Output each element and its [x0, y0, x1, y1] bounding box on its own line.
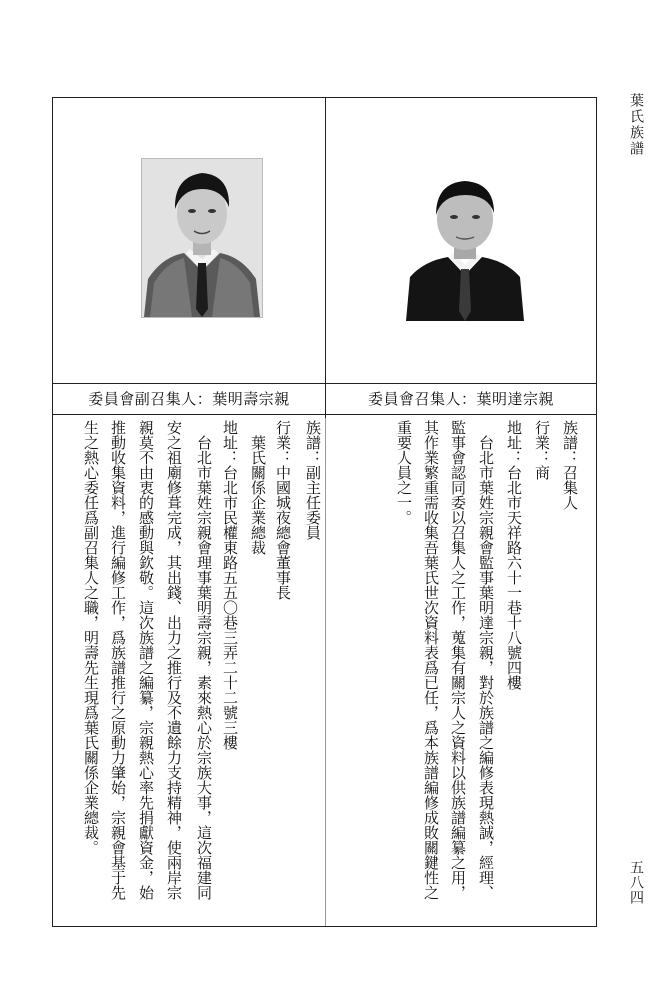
- caption-convener: 委員會召集人：葉明達宗親: [367, 390, 554, 408]
- portrait-image: [142, 159, 262, 317]
- left-bio-line-4: 地址：台北市民權東路五五〇巷三弄二十二號三樓: [221, 420, 239, 750]
- left-bio-line-9: 生之熱心委任爲副召集人之職，明壽先生現爲葉氏關係企業總裁。: [82, 420, 100, 855]
- caption-vice-convener: 委員會副召集人：葉明壽宗親: [88, 390, 290, 408]
- right-bio-line-2: 行業：商: [533, 420, 551, 480]
- right-bio-line-6: 其作業繁重需收集吾葉氏世次資料表爲已任，爲本族譜編修成敗關鍵性之: [422, 420, 440, 900]
- text-divider: [325, 418, 326, 926]
- portrait-image: [406, 171, 524, 321]
- left-bio-line-8: 推動收集資料，進行編修工作，爲族譜推行之原動力肇始，宗親會基于先: [109, 420, 127, 900]
- portrait-photo-ye-mingda: [405, 170, 525, 322]
- running-title: 葉氏族譜: [628, 93, 644, 157]
- right-bio-line-3: 地址：台北市天祥路六十一巷十八號四樓: [505, 420, 523, 690]
- photo-divider: [325, 98, 326, 418]
- portrait-photo-ye-mingshou: [141, 158, 263, 318]
- left-bio-line-1: 族譜：副主任委員: [304, 420, 322, 540]
- page-frame: [52, 97, 597, 927]
- left-bio-line-2: 行業：中國城夜總會董事長: [274, 420, 292, 600]
- left-bio-line-3: 葉氏關係企業總裁: [249, 420, 267, 555]
- left-bio-line-6: 安之祖廟修葺完成，其出錢、出力之推行及不遺餘力支持精神，使兩岸宗: [165, 420, 183, 900]
- page-number: 五八四: [628, 860, 644, 905]
- right-bio-line-1: 族譜：召集人: [561, 420, 579, 510]
- right-bio-line-7: 重要人員之一。: [395, 420, 413, 525]
- right-bio-line-4: 台北市葉姓宗親會監事葉明達宗親，對於族譜之編修表現熱誠，經理、: [477, 420, 495, 900]
- caption-bottom-rule: [53, 414, 596, 415]
- right-bio-line-5: 監事會認同委以召集人之工作，蒐集有關宗人之資料以供族譜編纂之用，: [449, 420, 467, 900]
- left-bio-line-7: 親莫不由衷的感動與欽敬。這次族譜之編纂，宗親熱心率先捐獻資金，始: [137, 420, 155, 900]
- left-bio-line-5: 台北市葉姓宗親會理事葉明壽宗親，素來熱心於宗族大事，這次福建同: [195, 420, 213, 900]
